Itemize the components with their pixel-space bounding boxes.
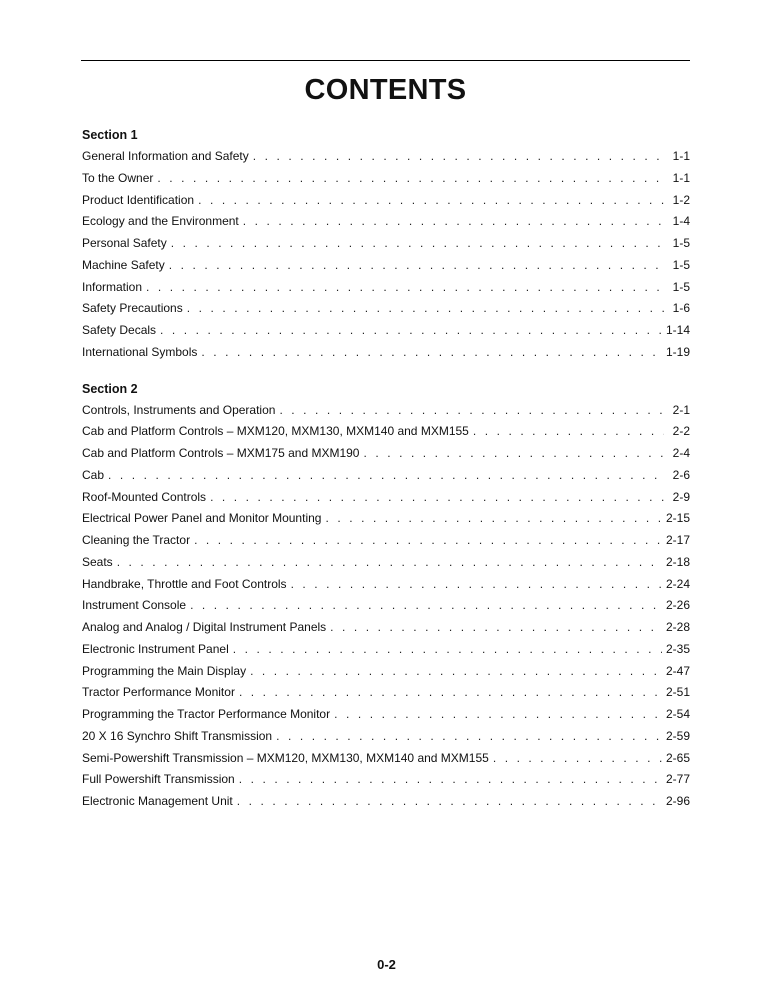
toc-entry-title: Tractor Performance Monitor (82, 685, 235, 700)
toc-entry-title: Roof-Mounted Controls (82, 489, 207, 504)
toc-entry[interactable] (82, 726, 690, 748)
toc-entry[interactable] (82, 487, 690, 509)
toc-entry[interactable] (82, 682, 690, 704)
dot-leader (325, 508, 662, 530)
toc-entry-title: Cab (82, 467, 105, 482)
toc-entry-title: Cleaning the Tractor (82, 533, 191, 547)
toc-entry[interactable] (82, 595, 690, 617)
toc-entry-page: 1-1 (672, 149, 690, 163)
toc-entry[interactable] (82, 465, 690, 487)
toc-entry[interactable] (82, 421, 690, 443)
dot-leader (201, 342, 662, 364)
toc-entry-page: 2-54 (665, 707, 690, 721)
dot-leader (239, 682, 662, 704)
toc-entry-page: 2-28 (665, 620, 690, 634)
dot-leader (157, 168, 664, 190)
toc-entry-page: 2-15 (665, 511, 690, 526)
toc-entry-title: General Information and Safety (82, 149, 249, 163)
toc-entry-page: 2-2 (672, 424, 690, 439)
toc-entry[interactable] (82, 530, 690, 552)
toc-entry[interactable] (82, 298, 690, 320)
toc-entry-page: 2-96 (665, 794, 690, 808)
dot-leader (473, 421, 664, 443)
toc-entry-page: 1-5 (672, 279, 690, 294)
toc-entry-title: Seats (82, 554, 113, 569)
toc-entry[interactable] (82, 400, 690, 422)
toc-entry-page: 2-17 (665, 533, 690, 547)
toc-section (82, 378, 690, 813)
top-rule (81, 60, 690, 61)
toc-entry-page: 2-26 (665, 598, 690, 613)
toc-entry-page: 2-9 (672, 489, 690, 504)
toc-entry-title: Electronic Management Unit (82, 794, 233, 808)
toc-entry-title: Programming the Main Display (82, 663, 247, 678)
dot-leader (210, 487, 664, 509)
toc-entry-title: Information (82, 279, 143, 294)
toc-entry-title: Analog and Analog / Digital Instrument Panels (82, 620, 327, 634)
toc-entry-title: 20 X 16 Synchro Shift Transmission (82, 728, 273, 743)
dot-leader (160, 320, 662, 342)
toc-entry-page: 2-24 (665, 576, 690, 591)
toc-entry[interactable] (82, 769, 690, 791)
toc-entry[interactable] (82, 574, 690, 596)
dot-leader (330, 617, 662, 639)
toc-entry[interactable] (82, 617, 690, 639)
toc-entry[interactable] (82, 748, 690, 770)
toc-entry-page: 2-35 (665, 641, 690, 656)
toc-entry[interactable] (82, 342, 690, 364)
dot-leader (108, 465, 664, 487)
toc-entry[interactable] (82, 508, 690, 530)
toc-entry[interactable] (82, 211, 690, 233)
toc-entry-page: 1-19 (665, 344, 690, 359)
dot-leader (363, 443, 664, 465)
toc-entry-title: Machine Safety (82, 257, 165, 272)
toc-entry-page: 1-14 (665, 323, 690, 337)
dot-leader (493, 748, 662, 770)
dot-leader (198, 190, 664, 212)
dot-leader (117, 552, 662, 574)
toc-entry[interactable] (82, 704, 690, 726)
toc-entry[interactable] (82, 190, 690, 212)
dot-leader (291, 574, 662, 596)
section-heading: Section 1 (82, 128, 138, 142)
toc-entry[interactable] (82, 661, 690, 683)
toc-section (82, 124, 690, 364)
toc-entry[interactable] (82, 255, 690, 277)
dot-leader (279, 400, 664, 422)
dot-leader (276, 726, 662, 748)
dot-leader (334, 704, 662, 726)
toc-entry[interactable] (82, 168, 690, 190)
toc-entry-title: Controls, Instruments and Operation (82, 402, 276, 417)
dot-leader (169, 255, 664, 277)
toc-entry[interactable] (82, 552, 690, 574)
toc-entry-title: Personal Safety (82, 236, 167, 250)
toc-entry[interactable] (82, 146, 690, 168)
dot-leader (250, 661, 662, 683)
toc-entry-page: 2-77 (665, 772, 690, 787)
toc-entry-page: 1-4 (672, 214, 690, 229)
toc-entry-title: Instrument Console (82, 598, 187, 613)
toc-entry-title: Safety Precautions (82, 301, 183, 316)
dot-leader (171, 233, 664, 255)
toc-entry-page: 1-2 (672, 192, 690, 207)
toc-entry-page: 2-4 (672, 446, 690, 460)
toc-entry-page: 1-5 (672, 236, 690, 250)
dot-leader (194, 530, 662, 552)
dot-leader (187, 298, 664, 320)
toc-entry-page: 1-5 (672, 257, 690, 272)
toc-entry-title: Product Identification (82, 192, 195, 207)
dot-leader (146, 277, 664, 299)
toc-entry-title: Full Powershift Transmission (82, 772, 235, 787)
toc-entry[interactable] (82, 233, 690, 255)
toc-entry-title: Safety Decals (82, 323, 157, 337)
toc-entry-page: 1-6 (672, 301, 690, 316)
toc-entry-title: Electrical Power Panel and Monitor Mounting (82, 511, 322, 526)
page-number: 0-2 (377, 957, 396, 972)
dot-leader (243, 211, 664, 233)
toc-entry[interactable] (82, 791, 690, 813)
toc-entry-title: Cab and Platform Controls – MXM175 and MXM190 (82, 446, 360, 460)
table-of-contents (82, 124, 690, 813)
toc-entry-title: Ecology and the Environment (82, 214, 239, 229)
toc-entry[interactable] (82, 320, 690, 342)
toc-entry[interactable] (82, 277, 690, 299)
toc-entry-title: Cab and Platform Controls – MXM120, MXM130, MXM140 and MXM155 (82, 424, 469, 439)
dot-leader (190, 595, 662, 617)
dot-leader (237, 791, 662, 813)
toc-entry-page: 2-59 (665, 728, 690, 743)
dot-leader (239, 769, 662, 791)
toc-entry-title: Programming the Tractor Performance Monitor (82, 707, 331, 721)
toc-entry-page: 2-6 (672, 467, 690, 482)
dot-leader (233, 639, 662, 661)
toc-entry-page: 2-1 (672, 402, 690, 417)
toc-entry-page: 2-51 (665, 685, 690, 700)
toc-entry-page: 2-65 (665, 750, 690, 765)
toc-entry-title: Handbrake, Throttle and Foot Controls (82, 576, 287, 591)
section-heading: Section 2 (82, 381, 138, 396)
toc-entry-page: 1-1 (672, 170, 690, 185)
toc-entry[interactable] (82, 639, 690, 661)
dot-leader (253, 146, 664, 168)
toc-entry-title: To the Owner (82, 170, 154, 185)
toc-entry-title: International Symbols (82, 344, 198, 359)
page-title: CONTENTS (304, 74, 467, 106)
toc-entry-page: 2-47 (665, 663, 690, 678)
toc-entry[interactable] (82, 443, 690, 465)
toc-entry-title: Electronic Instrument Panel (82, 641, 229, 656)
toc-entry-page: 2-18 (665, 554, 690, 569)
toc-entry-title: Semi-Powershift Transmission – MXM120, MXM130, MXM140 and MXM155 (82, 750, 489, 765)
